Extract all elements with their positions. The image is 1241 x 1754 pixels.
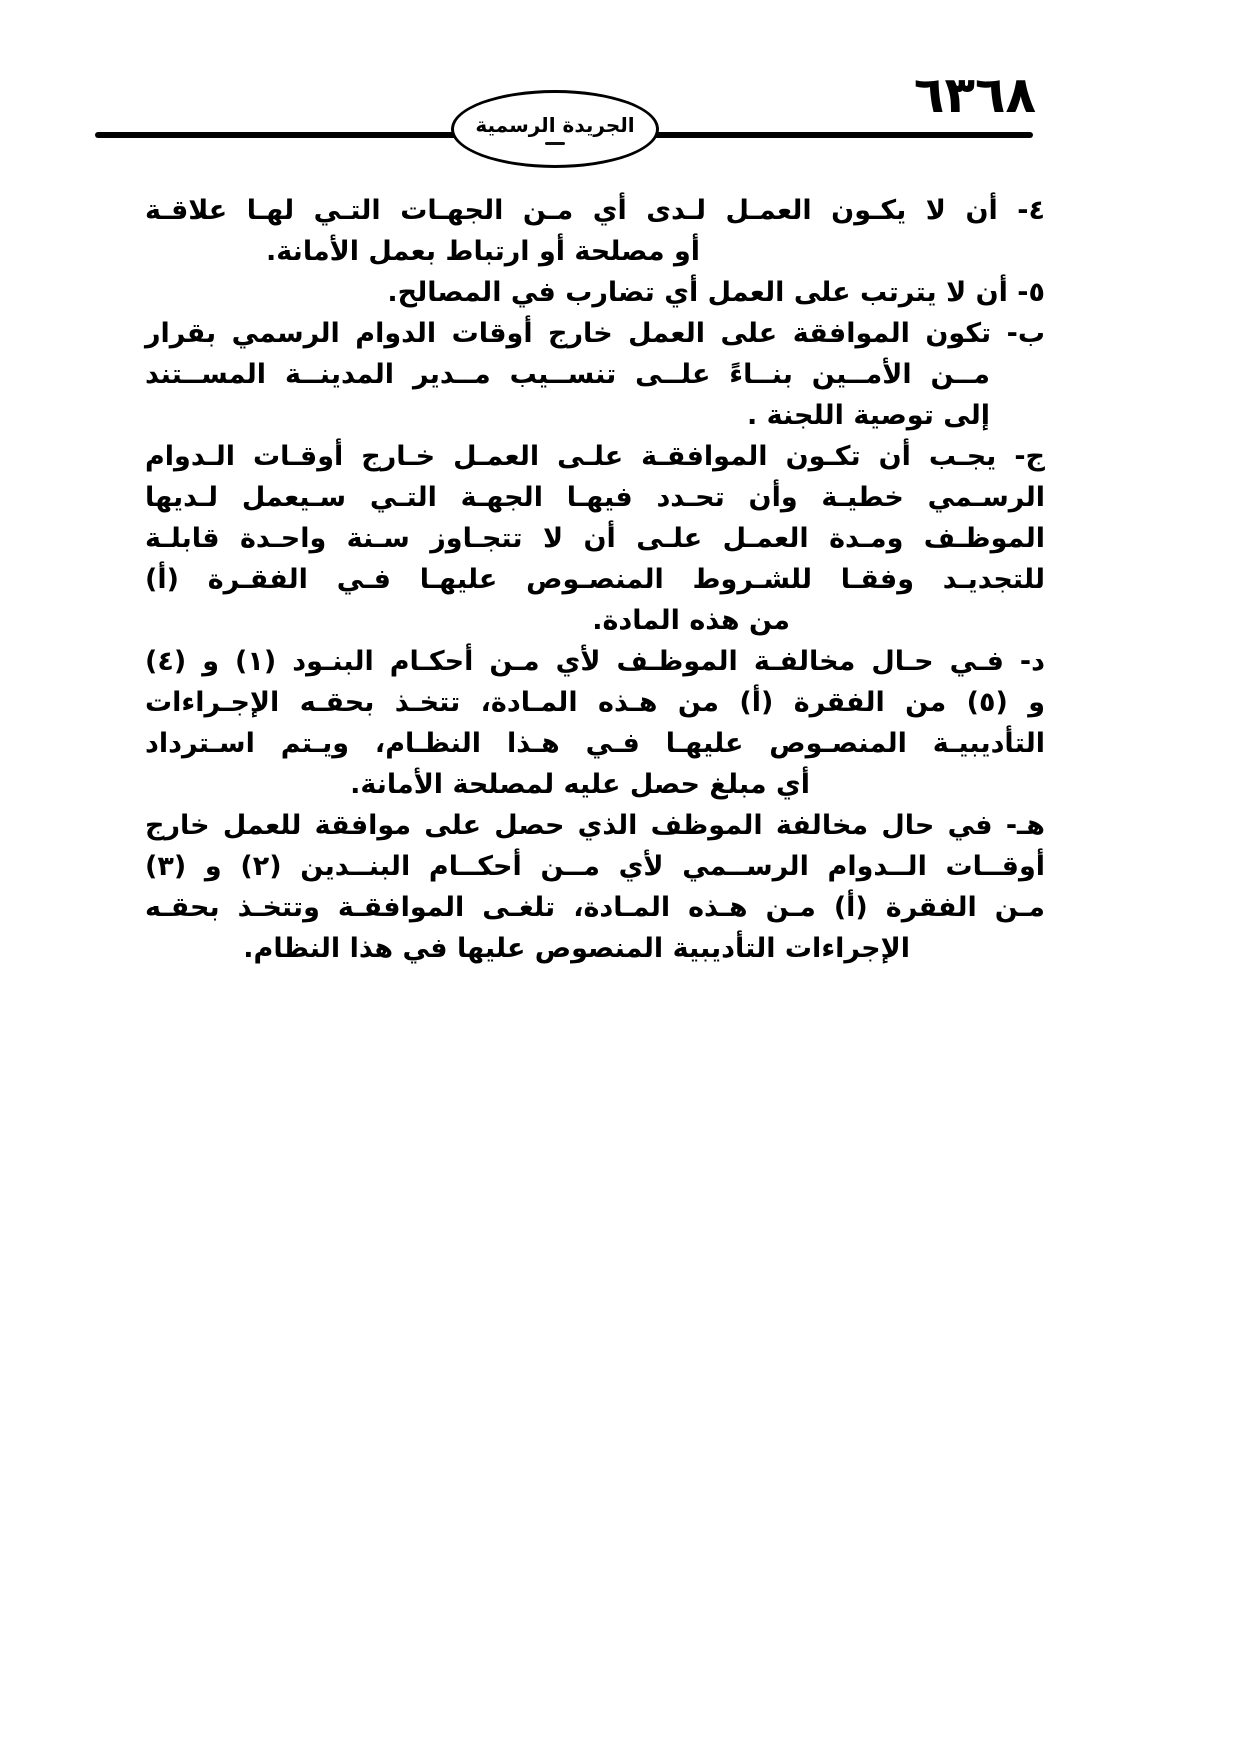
text-line: د- فـي حـال مخالفـة الموظـف لأي مـن أحكـام البنـود (١) و (٤): [145, 646, 1045, 677]
paragraph-item-5: [145, 272, 1045, 313]
text-line: إلى توصية اللجنة .: [747, 400, 990, 431]
page-number: ٦٣٦٨: [913, 66, 1036, 124]
text-line: أوقــات الــدوام الرســمي لأي مــن أحكــام البنــدين (٢) و (٣): [145, 851, 1045, 882]
text-line: ٤- أن لا يكـون العمـل لـدى أي مـن الجهـات التـي لهـا علاقـة: [145, 195, 1045, 226]
text-line: أو مصلحة أو ارتباط بعمل الأمانة.: [266, 236, 700, 267]
gazette-banner-title: الجريدة الرسمية: [475, 113, 635, 137]
text-line: هـ- في حال مخالفة الموظف الذي حصل على موافقة للعمل خارج: [145, 810, 1045, 841]
paragraph-item-b: [145, 313, 1045, 436]
banner-ornament: [545, 142, 565, 145]
text-line: و (٥) من الفقرة (أ) من هـذه المـادة، تتخـذ بحقـه الإجـراءات: [145, 687, 1045, 718]
text-line: من هذه المادة.: [592, 605, 790, 636]
text-line: الإجراءات التأديبية المنصوص عليها في هذا النظام.: [243, 933, 910, 964]
text-line: ج- يجـب أن تكـون الموافقـة علـى العمـل خـارج أوقـات الـدوام: [145, 441, 1045, 472]
paragraph-item-dal: [145, 641, 1045, 805]
text-line: ٥- أن لا يترتب على العمل أي تضارب في المصالح.: [387, 277, 1045, 308]
paragraph-item-jeem: [145, 436, 1045, 641]
text-line: أي مبلغ حصل عليه لمصلحة الأمانة.: [350, 769, 810, 800]
text-line: مـن الفقرة (أ) مـن هـذه المـادة، تلغـى الموافقـة وتتخـذ بحقـه: [145, 892, 1045, 923]
text-line: الرسـمي خطيـة وأن تحـدد فيهـا الجهـة التـي سـيعمل لـديها: [145, 482, 1045, 513]
text-line: للتجديـد وفقـا للشـروط المنصـوص عليهـا فـي الفقـرة (أ): [145, 564, 1045, 595]
text-line: التأديبيـة المنصـوص عليهـا فـي هـذا النظـام، ويـتم اسـترداد: [145, 728, 1045, 759]
text-line: الموظـف ومـدة العمـل علـى أن لا تتجـاوز سـنة واحـدة قابلـة: [145, 523, 1045, 554]
text-line: ب- تكون الموافقة على العمل خارج أوقات الدوام الرسمي بقرار: [145, 318, 1045, 349]
paragraph-item-4: [145, 190, 1045, 272]
paragraph-item-ha: [145, 805, 1045, 969]
gazette-banner: [451, 90, 659, 168]
document-body: [145, 190, 1045, 969]
text-line: مــن الأمــين بنــاءً علــى تنســيب مــدير المدينــة المســتند: [145, 359, 990, 390]
